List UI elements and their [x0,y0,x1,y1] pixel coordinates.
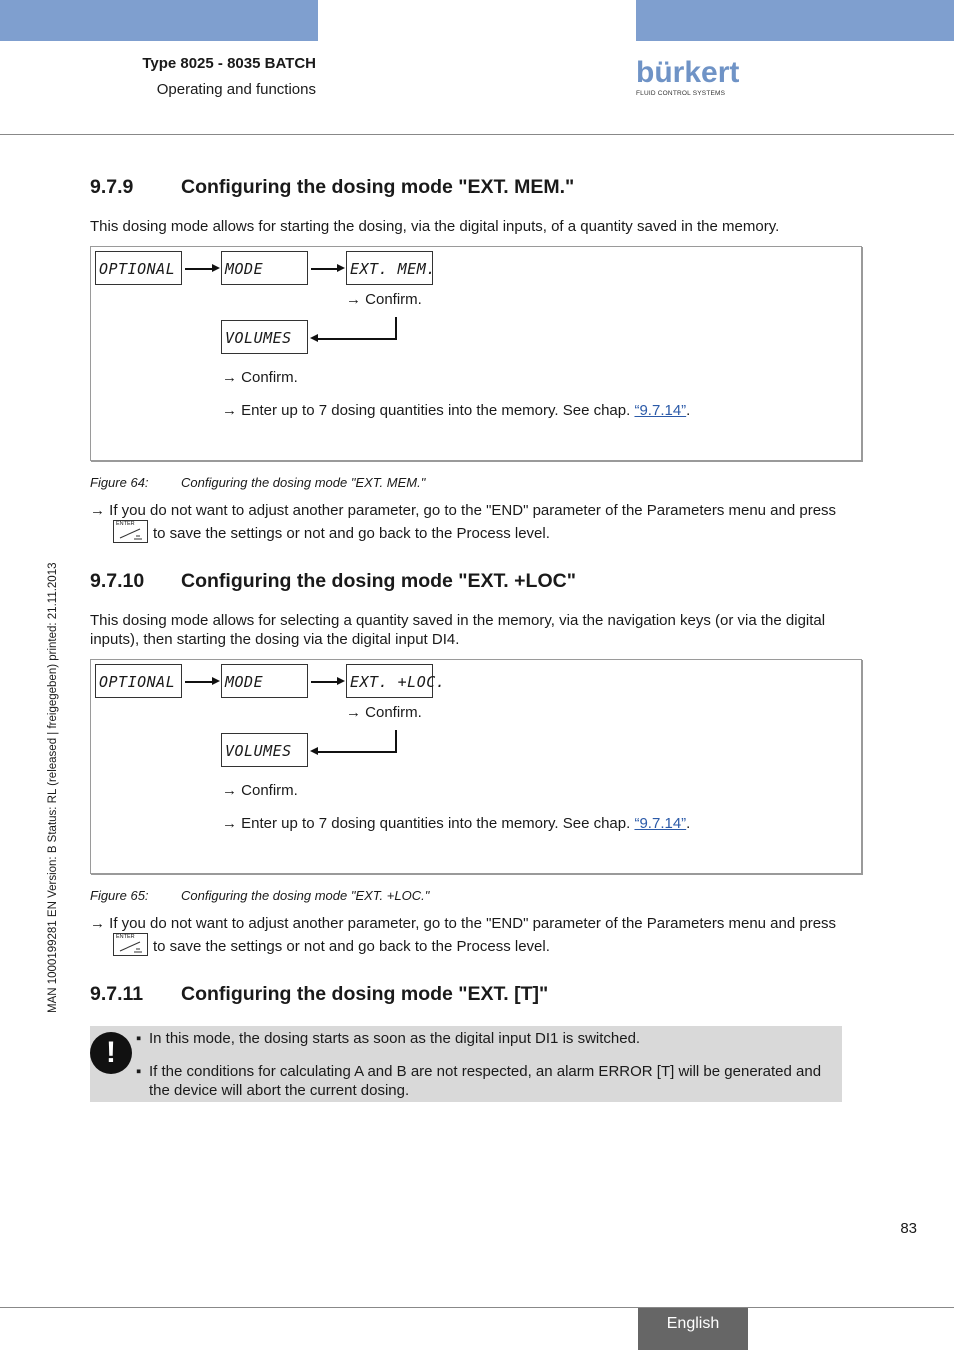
arrow-right-icon [212,264,220,272]
note-bullet-1: In this mode, the dosing starts as soon as the digital input DI1 is switched. [149,1030,641,1047]
section-heading-9-7-9 [90,176,574,199]
enter-key-label: ENTER [116,934,135,940]
lcd-box-mode: MODE [221,664,308,698]
page-number: 83 [900,1220,917,1237]
figure-65 [90,659,862,874]
enter-key-icon [113,520,148,543]
warning-note [90,1026,842,1102]
end-instruction-line2: to save the settings or not and go back to the Process level. [153,938,550,955]
burkert-logo [636,56,740,98]
note-bullet-2: If the conditions for calculating A and B are not respected, an alarm ERROR [T] will be generated and the device will abort the current dosing. [149,1063,822,1099]
exclamation-icon: ! [90,1032,132,1074]
sentence-end: . [686,815,691,832]
section-title: Configuring the dosing mode "EXT. MEM." [181,176,575,198]
lcd-box-ext-loc: EXT. +LOC. [346,664,433,698]
enter-quantities-label: → Enter up to 7 dosing quantities into the memory. See chap. [222,815,635,832]
logo-tagline: FLUID CONTROL SYSTEMS [636,90,726,97]
flow-line [185,681,215,683]
caption-label: Figure 65: [90,888,149,903]
language-tab: English [638,1308,748,1350]
bullet-marker: ▪ [136,1063,142,1080]
flow-line [395,317,397,339]
lcd-box-mode: MODE [221,251,308,285]
section-title: Configuring the dosing mode "EXT. [T]" [181,983,549,1005]
section-title: Configuring the dosing mode "EXT. +LOC" [181,570,576,592]
bullet-marker: ▪ [136,1030,142,1047]
flow-line [311,268,340,270]
confirm-text: → Confirm. [222,369,298,386]
arrow-left-icon [310,334,318,342]
arrow-left-icon [310,747,318,755]
flow-line [317,338,397,340]
confirm-text: → Confirm. [346,704,422,721]
enter-quantities-label: → Enter up to 7 dosing quantities into the memory. See chap. [222,402,635,419]
section-heading-9-7-11 [90,983,548,1006]
caption-text: Configuring the dosing mode "EXT. MEM." [181,475,426,490]
lcd-box-volumes: VOLUMES [221,320,308,354]
figure-64 [90,246,862,461]
header-band-right [636,0,954,41]
lcd-box-ext-mem: EXT. MEM. [346,251,433,285]
flow-line [311,681,340,683]
section-intro: This dosing mode allows for starting the dosing, via the digital inputs, of a quantity saved in the memory. [90,218,780,235]
header-divider [0,134,954,135]
document-title: Type 8025 - 8035 BATCH [142,55,316,72]
caption-text: Configuring the dosing mode "EXT. +LOC." [181,888,430,903]
caption-label: Figure 64: [90,475,149,490]
flow-line [317,751,397,753]
chapter-link[interactable]: “9.7.14” [634,402,687,419]
enter-quantities-text [222,402,690,419]
section-intro: This dosing mode allows for selecting a quantity saved in the memory, via the navigation keys (or via the digital inputs), then starting the dosing via the digital input DI4. [90,612,826,648]
arrow-right-icon [337,264,345,272]
confirm-text: → Confirm. [222,782,298,799]
section-heading-9-7-10 [90,570,576,593]
logo-word: bürkert [636,56,740,89]
lcd-box-optional: OPTIONAL [95,251,182,285]
arrow-right-icon [337,677,345,685]
flow-line [395,730,397,752]
confirm-text: → Confirm. [346,291,422,308]
enter-quantities-text [222,815,690,832]
section-number: 9.7.11 [90,983,144,1005]
flow-line [185,268,215,270]
figure-caption-64 [90,475,425,490]
figure-caption-65 [90,888,429,903]
sentence-end: . [686,402,691,419]
chapter-link[interactable]: “9.7.14” [634,815,687,832]
header-band-left [0,0,318,41]
footer-divider [0,1307,954,1308]
enter-key-icon [113,933,148,956]
section-number: 9.7.9 [90,176,134,198]
end-instruction-line1: → If you do not want to adjust another parameter, go to the "END" parameter of the Parameters menu and press [90,915,837,932]
enter-key-label: ENTER [116,521,135,527]
side-document-info: MAN 1000199281 EN Version: B Status: RL (released | freigegeben) printed: 21.11.2013 [47,562,59,1013]
end-instruction-line1: → If you do not want to adjust another parameter, go to the "END" parameter of the Parameters menu and press [90,502,837,519]
section-number: 9.7.10 [90,570,145,592]
end-instruction-line2: to save the settings or not and go back to the Process level. [153,525,550,542]
document-subtitle: Operating and functions [156,81,316,98]
lcd-box-volumes: VOLUMES [221,733,308,767]
lcd-box-optional: OPTIONAL [95,664,182,698]
arrow-right-icon [212,677,220,685]
